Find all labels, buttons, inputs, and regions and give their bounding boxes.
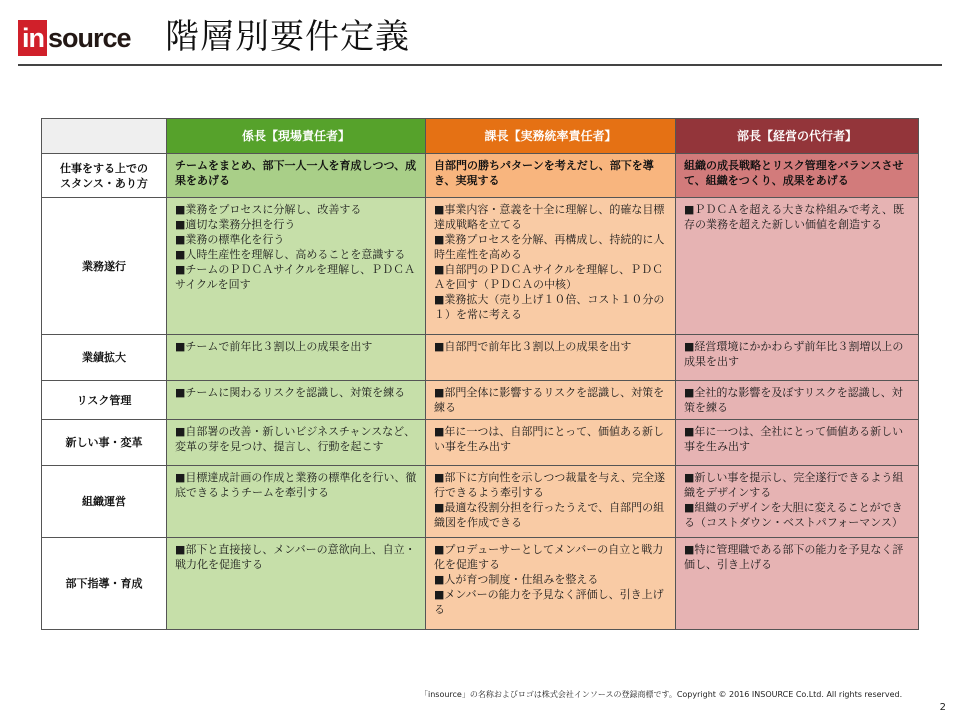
requirements-table <box>41 118 919 630</box>
table-row-risk-kanri <box>42 381 919 420</box>
bullet-item: ■メンバーの能力を予見なく評価し、引き上げる <box>434 588 664 616</box>
cell-buka-shido-kacho <box>426 538 676 630</box>
bullet-item: ■事業内容・意義を十全に理解し、的確な目標達成戦略を立てる <box>434 203 665 231</box>
bullet-item: ■業務拡大（売り上げ１０倍、コスト１０分の１）を常に考える <box>434 293 665 321</box>
bullet-item: ■自部署の改善・新しいビジネスチャンスなど、変革の芽を見つけ、提言し、行動を起こす <box>175 425 416 453</box>
bullet-item: ■部門全体に影響するリスクを認識し、対策を練る <box>434 386 665 414</box>
cell-gyomu-suiko-bucho <box>676 198 919 335</box>
row-label-soshiki-unei: 組織運営 <box>42 466 167 538</box>
bullet-item: ■目標達成計画の作成と業務の標準化を行い、徹底できるようチームを牽引する <box>175 471 417 499</box>
stance-cell-kacho: 自部門の勝ちパターンを考えだし、部下を導き、実現する <box>426 154 676 198</box>
bullet-item: ■自部門で前年比３割以上の成果を出す <box>434 340 632 353</box>
bullet-item: ■プロデューサーとしてメンバーの自立と戦力化を促進する <box>434 543 664 571</box>
cell-risk-kanri-bucho <box>676 381 919 420</box>
row-label-risk-kanri: リスク管理 <box>42 381 167 420</box>
cell-risk-kanri-kacho <box>426 381 676 420</box>
bullet-item: ■特に管理職である部下の能力を予見なく評価し、引き上げる <box>684 543 904 571</box>
stance-label-line <box>50 161 158 191</box>
copyright-notice: 「insource」の名称およびロゴは株式会社インソースの登録商標です。Copyright © 2016 INSOURCE Co.Ltd. All rights reserved. <box>420 690 903 699</box>
title-divider <box>18 64 942 66</box>
bullet-item: ■年に一つは、全社にとって価値ある新しい事を生み出す <box>684 425 904 453</box>
table-row-gyoseki-kakudai <box>42 335 919 381</box>
bullet-item: ■業務の標準化を行う <box>175 233 285 246</box>
stance-cell-bucho: 組織の成長戦略とリスク管理をバランスさせて、組織をつくり、成果をあげる <box>676 154 919 198</box>
insource-logo <box>18 20 131 56</box>
bullet-item: ■組織のデザインを大胆に変えることができる（コストダウン・ベストパフォーマンス） <box>684 501 903 529</box>
bullet-item: ■適切な業務分担を行う <box>175 218 296 231</box>
cell-atarashii-koto-kakaricho <box>167 420 426 466</box>
logo-in-mark: in <box>18 20 47 56</box>
bullet-item: ■業務をプロセスに分解し、改善する <box>175 203 362 216</box>
cell-atarashii-koto-bucho <box>676 420 919 466</box>
bullet-item: ■最適な役割分担を行ったうえで、自部門の組織図を作成できる <box>434 501 665 529</box>
table-row-atarashii-koto <box>42 420 919 466</box>
cell-soshiki-unei-bucho <box>676 466 919 538</box>
cell-gyomu-suiko-kacho <box>426 198 676 335</box>
bullet-item: ■チームで前年比３割以上の成果を出す <box>175 340 373 353</box>
cell-gyomu-suiko-kakaricho <box>167 198 426 335</box>
bullet-item: ■人が育つ制度・仕組みを整える <box>434 573 599 586</box>
bullet-item: ■チームに関わるリスクを認識し、対策を練る <box>175 386 406 399</box>
bullet-item: ■ＰＤＣＡを超える大きな枠組みで考え、既存の業務を超えた新しい価値を創造する <box>684 203 905 231</box>
stance-row <box>42 154 919 198</box>
page-number: 2 <box>939 702 946 713</box>
row-label-stance <box>42 154 167 198</box>
header-corner-cell <box>42 119 167 154</box>
table-header-row <box>42 119 919 154</box>
cell-buka-shido-kakaricho <box>167 538 426 630</box>
bullet-item: ■部下に方向性を示しつつ裁量を与え、完全遂行できるよう牽引する <box>434 471 666 499</box>
bullet-item: ■新しい事を提示し、完全遂行できるよう組織をデザインする <box>684 471 904 499</box>
stance-label-part: スタンス・あり方 <box>60 176 148 190</box>
cell-gyoseki-kakudai-kakaricho <box>167 335 426 381</box>
bullet-item: ■人時生産性を理解し、高めることを意識する <box>175 248 406 261</box>
column-header-kakaricho: 係長【現場責任者】 <box>167 119 426 154</box>
stance-cell-kakaricho: チームをまとめ、部下一人一人を育成しつつ、成果をあげる <box>167 154 426 198</box>
bullet-item: ■自部門のＰＤＣＡサイクルを理解し、ＰＤＣＡを回す（ＰＤＣＡの中核） <box>434 263 664 291</box>
bullet-item: ■部下と直接接し、メンバーの意欲向上、自立・戦力化を促進する <box>175 543 416 571</box>
cell-buka-shido-bucho <box>676 538 919 630</box>
bullet-item: ■業務プロセスを分解、再構成し、持続的に人時生産性を高める <box>434 233 665 261</box>
logo-wordmark: source <box>48 23 131 53</box>
table-row-soshiki-unei <box>42 466 919 538</box>
stance-label-part: 仕事をする上での <box>60 161 148 175</box>
row-label-gyomu-suiko: 業務遂行 <box>42 198 167 335</box>
column-header-bucho: 部長【経営の代行者】 <box>676 119 919 154</box>
bullet-item: ■全社的な影響を及ぼすリスクを認識し、対策を練る <box>684 386 903 414</box>
column-header-kacho: 課長【実務統率責任者】 <box>426 119 676 154</box>
row-label-atarashii-koto: 新しい事・変革 <box>42 420 167 466</box>
cell-soshiki-unei-kakaricho <box>167 466 426 538</box>
bullet-item: ■経営環境にかかわらず前年比３割増以上の成果を出す <box>684 340 904 368</box>
table-row-gyomu-suiko <box>42 198 919 335</box>
row-label-gyoseki-kakudai: 業績拡大 <box>42 335 167 381</box>
row-label-buka-shido: 部下指導・育成 <box>42 538 167 630</box>
cell-atarashii-koto-kacho <box>426 420 676 466</box>
page-title: 階層別要件定義 <box>165 17 410 57</box>
bullet-item: ■年に一つは、自部門にとって、価値ある新しい事を生み出す <box>434 425 664 453</box>
bullet-item: ■チームのＰＤＣＡサイクルを理解し、ＰＤＣＡサイクルを回す <box>175 263 416 291</box>
cell-gyoseki-kakudai-bucho <box>676 335 919 381</box>
table-row-buka-shido <box>42 538 919 630</box>
cell-risk-kanri-kakaricho <box>167 381 426 420</box>
cell-soshiki-unei-kacho <box>426 466 676 538</box>
cell-gyoseki-kakudai-kacho <box>426 335 676 381</box>
